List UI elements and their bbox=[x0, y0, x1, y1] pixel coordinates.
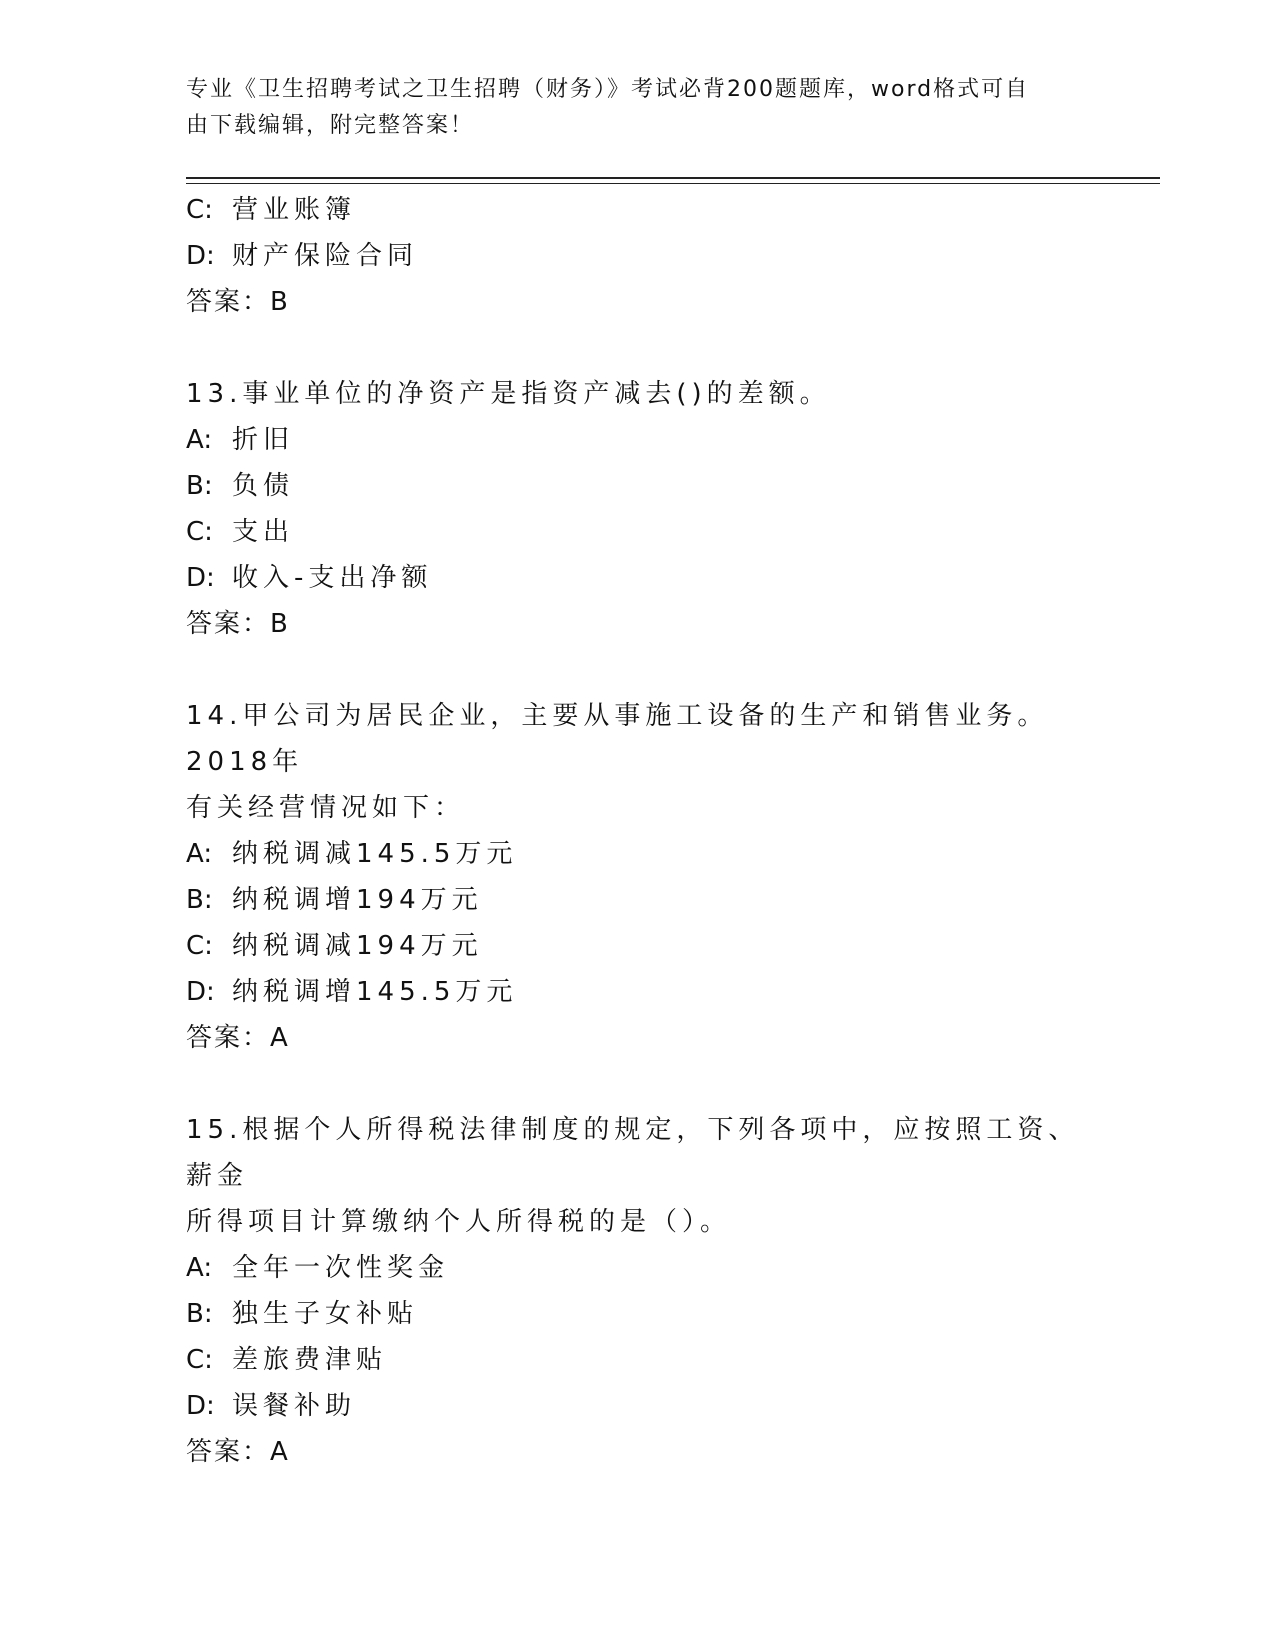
option-letter: B: bbox=[186, 885, 213, 915]
option-letter: A: bbox=[186, 425, 213, 455]
answer-line: 答案：B bbox=[186, 609, 290, 639]
answer-line: 答案：A bbox=[186, 1437, 290, 1467]
option-text: 差旅费津贴 bbox=[232, 1345, 388, 1375]
option-letter: A: bbox=[186, 839, 213, 869]
option-letter: B: bbox=[186, 1299, 213, 1329]
option-d bbox=[186, 1383, 1086, 1429]
option-a bbox=[186, 831, 1086, 877]
option-d bbox=[186, 555, 1086, 601]
option-text: 财产保险合同 bbox=[232, 241, 419, 271]
option-d bbox=[186, 969, 1086, 1015]
option-letter: A: bbox=[186, 1253, 213, 1283]
question-13 bbox=[186, 371, 1086, 647]
option-letter: B: bbox=[186, 471, 213, 501]
option-text: 收入-支出净额 bbox=[232, 563, 433, 593]
document-header bbox=[186, 72, 1066, 144]
question-stem-line-1: 14.甲公司为居民企业，主要从事施工设备的生产和销售业务。2018年 bbox=[186, 701, 1049, 777]
question-14 bbox=[186, 693, 1086, 1061]
option-text: 负债 bbox=[232, 471, 295, 501]
option-text: 纳税调增145.5万元 bbox=[232, 977, 518, 1007]
option-c bbox=[186, 923, 1086, 969]
option-c bbox=[186, 1337, 1086, 1383]
option-text: 独生子女补贴 bbox=[232, 1299, 419, 1329]
header-rule-thick bbox=[186, 177, 1160, 179]
option-a bbox=[186, 417, 1086, 463]
option-letter: D: bbox=[186, 563, 215, 593]
header-line-1: 专业《卫生招聘考试之卫生招聘（财务）》考试必背200题题库，word格式可自 bbox=[186, 77, 1030, 102]
option-letter: C: bbox=[186, 195, 213, 225]
option-c bbox=[186, 509, 1086, 555]
option-text: 误餐补助 bbox=[232, 1391, 357, 1421]
option-text: 全年一次性奖金 bbox=[232, 1253, 450, 1283]
option-text: 纳税调减194万元 bbox=[232, 931, 483, 961]
option-letter: C: bbox=[186, 1345, 213, 1375]
question-list bbox=[186, 187, 1086, 1475]
question-12-continued bbox=[186, 187, 1086, 325]
option-text: 营业账簿 bbox=[232, 195, 357, 225]
question-stem-line-2: 所得项目计算缴纳个人所得税的是（）。 bbox=[186, 1207, 732, 1237]
question-15 bbox=[186, 1107, 1086, 1475]
option-c bbox=[186, 187, 1086, 233]
option-letter: C: bbox=[186, 517, 213, 547]
answer-line: 答案：B bbox=[186, 287, 290, 317]
option-text: 支出 bbox=[232, 517, 295, 547]
option-text: 纳税调增194万元 bbox=[232, 885, 483, 915]
option-b bbox=[186, 1291, 1086, 1337]
answer-line: 答案：A bbox=[186, 1023, 290, 1053]
option-b bbox=[186, 877, 1086, 923]
header-rule-thin bbox=[186, 183, 1160, 184]
option-letter: C: bbox=[186, 931, 213, 961]
question-stem-line-2: 有关经营情况如下： bbox=[186, 793, 466, 823]
option-letter: D: bbox=[186, 1391, 215, 1421]
option-letter: D: bbox=[186, 241, 215, 271]
option-a bbox=[186, 1245, 1086, 1291]
option-text: 纳税调减145.5万元 bbox=[232, 839, 518, 869]
option-d bbox=[186, 233, 1086, 279]
question-stem-line-1: 15.根据个人所得税法律制度的规定，下列各项中，应按照工资、薪金 bbox=[186, 1115, 1080, 1191]
option-text: 折旧 bbox=[232, 425, 295, 455]
option-b bbox=[186, 463, 1086, 509]
option-letter: D: bbox=[186, 977, 215, 1007]
question-stem: 13.事业单位的净资产是指资产减去()的差额。 bbox=[186, 379, 831, 409]
header-line-2: 由下载编辑，附完整答案！ bbox=[186, 113, 475, 138]
